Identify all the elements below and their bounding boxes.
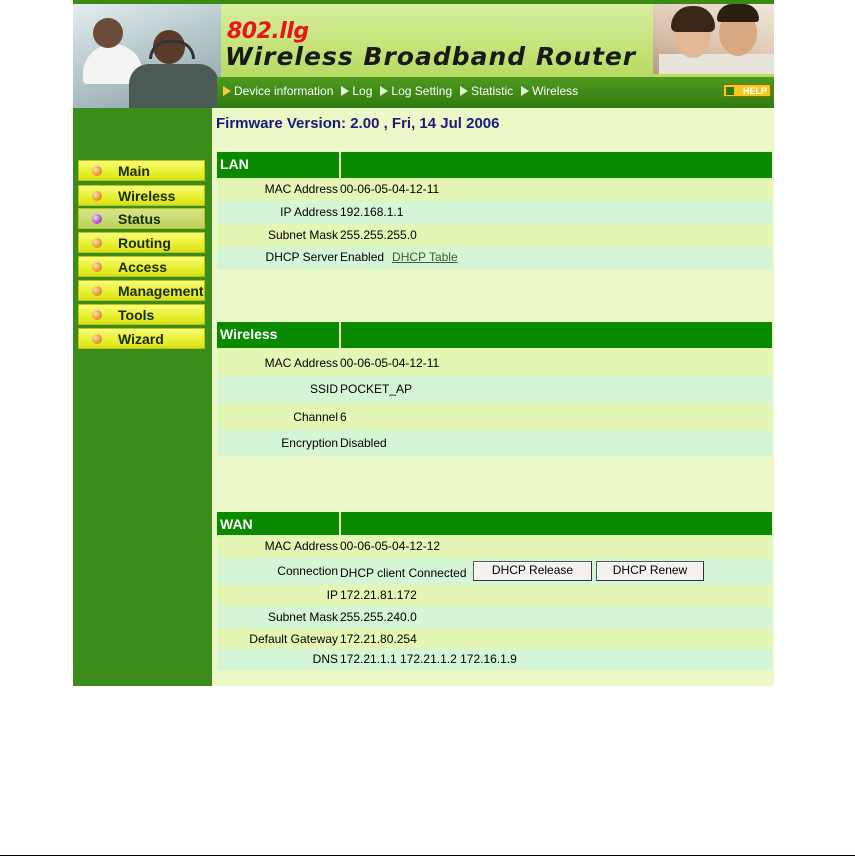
bullet-icon bbox=[92, 191, 102, 201]
section-title: WAN bbox=[220, 516, 253, 532]
field-label: Encryption bbox=[281, 436, 338, 450]
wireless-mac-row bbox=[217, 348, 772, 376]
sidebar-item-management[interactable] bbox=[78, 280, 205, 301]
firmware-version: Firmware Version: 2.00 , Fri, 14 Jul 2006 bbox=[216, 115, 500, 132]
sidebar-item-tools[interactable] bbox=[78, 304, 205, 325]
nav-device-information[interactable] bbox=[223, 84, 333, 98]
nav-label: Wireless bbox=[532, 84, 579, 98]
triangle-right-icon bbox=[460, 86, 468, 96]
wan-gateway-row bbox=[217, 628, 772, 649]
sidebar-item-label: Wizard bbox=[118, 331, 164, 347]
wan-mac-row bbox=[217, 535, 772, 558]
sidebar-item-wireless[interactable] bbox=[78, 185, 205, 206]
sidebar-item-wizard[interactable] bbox=[78, 328, 205, 349]
sidebar-item-access[interactable] bbox=[78, 256, 205, 277]
field-label: Channel bbox=[293, 410, 338, 424]
field-label: IP bbox=[326, 588, 338, 602]
field-value: 172.21.80.254 bbox=[340, 632, 417, 646]
nav-label: Log Setting bbox=[391, 84, 453, 98]
field-value: Disabled bbox=[340, 436, 387, 450]
bullet-icon bbox=[92, 286, 102, 296]
header-banner bbox=[73, 0, 774, 108]
field-value: 00-06-05-04-12-12 bbox=[340, 539, 441, 553]
sidebar-item-label: Main bbox=[118, 163, 150, 179]
router-admin-frame bbox=[73, 0, 774, 686]
dhcp-table-link[interactable]: DHCP Table bbox=[392, 250, 458, 264]
field-value: DHCP client Connected bbox=[340, 566, 467, 580]
help-icon bbox=[726, 87, 734, 95]
bullet-icon bbox=[92, 166, 102, 176]
wan-dns-row bbox=[217, 649, 772, 670]
sidebar-item-label: Wireless bbox=[118, 188, 176, 204]
lan-ip-row bbox=[217, 201, 772, 224]
field-label: IP Address bbox=[280, 205, 338, 219]
field-value: 192.168.1.1 bbox=[340, 205, 404, 219]
field-value: 00-06-05-04-12-11 bbox=[340, 356, 440, 370]
nav-label: Device information bbox=[234, 84, 334, 98]
dhcp-release-button[interactable]: DHCP Release bbox=[473, 561, 592, 581]
bullet-icon bbox=[92, 334, 102, 344]
wireless-encryption-row bbox=[217, 430, 772, 456]
wan-mask-row bbox=[217, 606, 772, 628]
section-title: LAN bbox=[220, 156, 249, 172]
triangle-right-icon bbox=[521, 86, 529, 96]
triangle-right-icon bbox=[380, 86, 388, 96]
bullet-icon bbox=[92, 310, 102, 320]
wan-ip-row bbox=[217, 585, 772, 606]
field-label: DHCP Server bbox=[265, 250, 338, 264]
field-label: MAC Address bbox=[264, 182, 338, 196]
sidebar-item-label: Access bbox=[118, 259, 168, 275]
sidebar-item-label: Management bbox=[118, 283, 204, 299]
field-value: 255.255.255.0 bbox=[340, 228, 417, 242]
nav-log-setting[interactable] bbox=[380, 84, 452, 98]
nav-label: Statistic bbox=[471, 84, 514, 98]
lan-mask-row bbox=[217, 224, 772, 247]
sidebar-item-routing[interactable] bbox=[78, 232, 205, 253]
field-value bbox=[340, 250, 458, 264]
sidebar-item-main[interactable] bbox=[78, 160, 205, 181]
wireless-channel-row bbox=[217, 403, 772, 430]
nav-log[interactable] bbox=[341, 84, 372, 98]
top-navbar bbox=[217, 77, 774, 108]
field-label: SSID bbox=[309, 382, 338, 396]
triangle-right-icon bbox=[341, 86, 349, 96]
brand-title: Wireless Broadband Router bbox=[225, 42, 637, 71]
active-bullet-icon bbox=[92, 214, 102, 224]
lan-section-header bbox=[217, 152, 772, 178]
nav-wireless[interactable] bbox=[521, 84, 578, 98]
field-label: DNS bbox=[312, 652, 338, 666]
nav-label: Log bbox=[352, 84, 373, 98]
bullet-icon bbox=[92, 262, 102, 272]
dhcp-status: Enabled bbox=[340, 250, 385, 264]
page-bottom-rule bbox=[0, 855, 855, 856]
section-title: Wireless bbox=[220, 326, 278, 342]
field-value: POCKET_AP bbox=[340, 382, 413, 396]
lan-dhcp-row bbox=[217, 247, 772, 269]
field-label: Subnet Mask bbox=[267, 610, 338, 624]
sidebar-item-label: Status bbox=[118, 211, 161, 227]
lan-mac-row bbox=[217, 178, 772, 201]
sidebar-item-label: Tools bbox=[118, 307, 155, 323]
field-value: 255.255.240.0 bbox=[340, 610, 417, 624]
bullet-icon bbox=[92, 238, 102, 248]
field-value: 172.21.1.1 172.21.1.2 172.16.1.9 bbox=[340, 652, 517, 666]
field-value: 00-06-05-04-12-11 bbox=[340, 182, 440, 196]
status-content bbox=[212, 108, 774, 686]
help-button[interactable] bbox=[723, 84, 771, 97]
dhcp-renew-button[interactable]: DHCP Renew bbox=[596, 561, 704, 581]
field-label: Default Gateway bbox=[249, 632, 338, 646]
brand-model: 802.llg bbox=[227, 19, 309, 44]
field-label: Subnet Mask bbox=[267, 228, 338, 242]
sidebar-item-status[interactable] bbox=[78, 208, 205, 229]
field-value: 6 bbox=[340, 410, 347, 424]
wireless-section-header bbox=[217, 322, 772, 348]
field-label: Connection bbox=[277, 564, 338, 578]
header-photo-right bbox=[653, 4, 774, 74]
field-label: MAC Address bbox=[264, 356, 338, 370]
field-label: MAC Address bbox=[264, 539, 338, 553]
sidebar-menu bbox=[73, 108, 212, 686]
field-value: 172.21.81.172 bbox=[340, 588, 417, 602]
triangle-right-icon bbox=[223, 86, 231, 96]
wireless-ssid-row bbox=[217, 376, 772, 403]
wan-connection-row bbox=[217, 558, 772, 585]
sidebar-item-label: Routing bbox=[118, 235, 171, 251]
header-photo-left bbox=[73, 4, 221, 108]
help-label: HELP bbox=[742, 86, 767, 96]
nav-statistic[interactable] bbox=[460, 84, 513, 98]
